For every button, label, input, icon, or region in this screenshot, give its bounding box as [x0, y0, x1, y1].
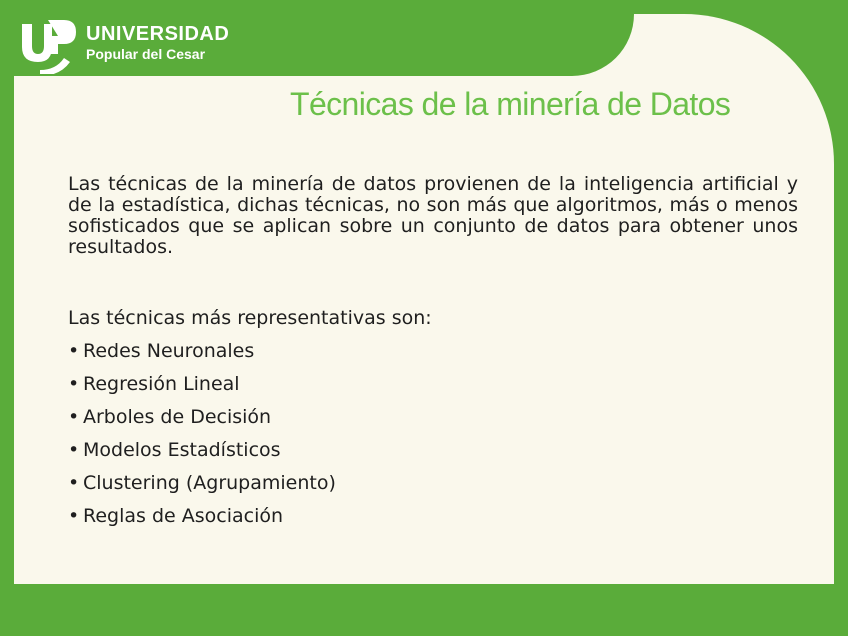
- intro-paragraph: Las técnicas de la minería de datos provienen de la inteligencia artificial y de la estadística, dichas técnicas, no son más que algoritmos, más o menos sofisticados que se aplican sobre un conjunto de datos para obtener unos resultados.: [68, 173, 798, 258]
- upc-logo-icon: [18, 16, 80, 74]
- logo-text: [86, 24, 229, 61]
- technique-label: Regresión Lineal: [83, 373, 240, 395]
- header-band: [14, 14, 634, 76]
- footer-band: [0, 590, 848, 636]
- technique-label: Arboles de Decisión: [83, 406, 272, 428]
- bullet-icon: •: [68, 439, 80, 461]
- university-logo: [18, 16, 238, 76]
- bullet-icon: •: [68, 472, 80, 494]
- logo-university-name: UNIVERSIDAD: [86, 23, 230, 45]
- slide-panel: [14, 14, 834, 584]
- techniques-list: [68, 335, 798, 533]
- slide-title: Técnicas de la minería de Datos: [290, 86, 731, 122]
- list-item: [68, 434, 798, 467]
- list-item: [68, 335, 798, 368]
- bullet-icon: •: [68, 406, 80, 428]
- list-item: [68, 401, 798, 434]
- bullet-icon: •: [68, 340, 80, 362]
- list-item: [68, 500, 798, 533]
- list-item: [68, 467, 798, 500]
- technique-label: Clustering (Agrupamiento): [83, 472, 336, 494]
- list-intro: Las técnicas más representativas son:: [68, 307, 432, 329]
- technique-label: Modelos Estadísticos: [83, 439, 281, 461]
- technique-label: Reglas de Asociación: [83, 505, 284, 527]
- slide-content: [68, 174, 798, 533]
- technique-label: Redes Neuronales: [83, 340, 255, 362]
- list-item: [68, 368, 798, 401]
- logo-university-subtitle: Popular del Cesar: [86, 46, 206, 62]
- bullet-icon: •: [68, 373, 80, 395]
- bullet-icon: •: [68, 505, 80, 527]
